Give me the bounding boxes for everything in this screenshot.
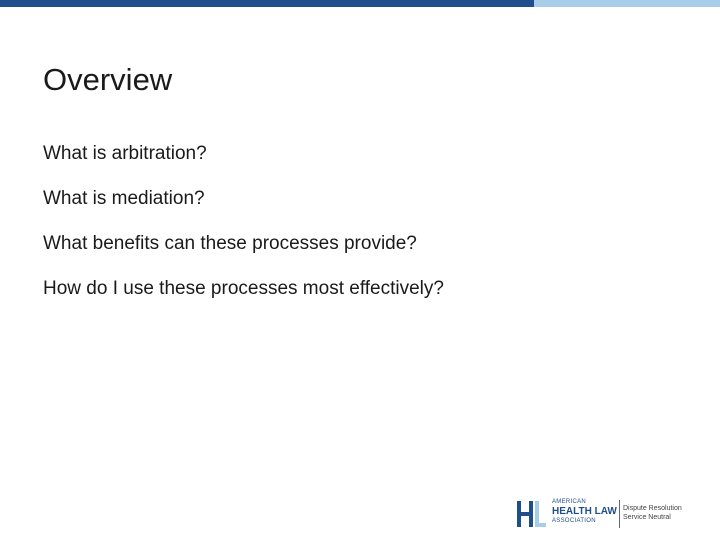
logo-wordmark xyxy=(552,499,622,525)
logo-subtitle xyxy=(623,504,682,522)
bullet-item: What is arbitration? xyxy=(43,143,207,164)
logo-line-health-law: HEALTH LAW xyxy=(552,506,617,517)
logo-divider xyxy=(619,500,620,528)
logo-subtitle-line1: Dispute Resolution xyxy=(623,505,682,512)
top-accent-bar-dark xyxy=(0,0,534,7)
ahla-logo xyxy=(516,498,696,530)
top-accent-bar-light xyxy=(534,0,720,7)
logo-subtitle-line2: Service Neutral xyxy=(623,514,671,521)
bullet-item: What is mediation? xyxy=(43,188,205,209)
logo-line-american: AMERICAN xyxy=(552,499,587,505)
bullet-item: How do I use these processes most effectively? xyxy=(43,278,444,299)
hl-logo-mark-icon xyxy=(516,498,548,530)
bullet-list xyxy=(43,141,444,321)
bullet-item: What benefits can these processes provide? xyxy=(43,233,417,254)
slide-title: Overview xyxy=(43,62,173,97)
logo-line-association: ASSOCIATION xyxy=(552,518,596,524)
